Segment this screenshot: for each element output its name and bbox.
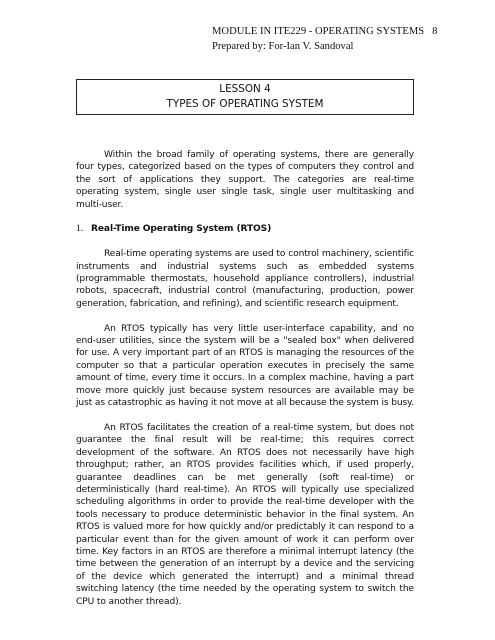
rtos-paragraph-1: Real-time operating systems are used to control machinery, scientific instruments and industrial systems such as embedded systems (programmable thermostats, household appliance controllers), industrial robots, spacecraft, industrial control (manufacturing, production, power generation, fabrication, and refining), and scientific research equipment.	[76, 249, 414, 309]
lesson-title-box	[76, 79, 414, 115]
module-title: MODULE IN ITE229 - OPERATING SYSTEMS	[212, 26, 425, 37]
lesson-number: LESSON 4	[219, 83, 271, 95]
prepared-by: Prepared by: For-Ian V. Sandoval	[212, 41, 354, 52]
page-number: 8	[432, 26, 438, 37]
section-heading	[76, 223, 414, 235]
page-header	[212, 24, 482, 54]
document-body	[76, 149, 414, 620]
intro-paragraph: Within the broad family of operating systems, there are generally four types, categorized based on the types of computers they control and the sort of applications they support. The categories are real-time operating system, single user single task, single user multitasking and multi-user.	[76, 150, 414, 210]
lesson-title: TYPES OF OPERATING SYSTEM	[166, 98, 324, 110]
section-title: Real-Time Operating System (RTOS)	[91, 224, 272, 235]
header-module-row	[212, 24, 482, 39]
section-number: 1.	[76, 223, 84, 235]
rtos-paragraph-3: An RTOS facilitates the creation of a real-time system, but does not guarantee the final result will be real-time; this requires correct development of the software. An RTOS does not necessarily have high throughput; rather, an RTOS provides facilities which, if used properly, guarantee deadlines can be met generally (soft real-time) or deterministically (hard real-time). An RTOS will typically use specialized scheduling algorithms in order to provide the real-time developer with the tools necessary to produce deterministic behavior in the final system. An RTOS is valued more for how quickly and/or predictably it can respond to a particular event than for the given amount of work it can perform over time. Key factors in an RTOS are therefore a minimal interrupt latency (the time between the generation of an interrupt by a device and the servicing of the device which generated the interrupt) and a minimal thread switching latency (the time needed by the operating system to switch the CPU to another thread).	[76, 422, 414, 607]
rtos-paragraph-2: An RTOS typically has very little user-interface capability, and no end-user utilities, since the system will be a "sealed box" when delivered for use. A very important part of an RTOS is managing the resources of the computer so that a particular operation executes in precisely the same amount of time, every time it occurs. In a complex machine, having a part move more quickly just because system resources are available may be just as catastrophic as having it not move at all because the system is busy.	[76, 323, 414, 409]
